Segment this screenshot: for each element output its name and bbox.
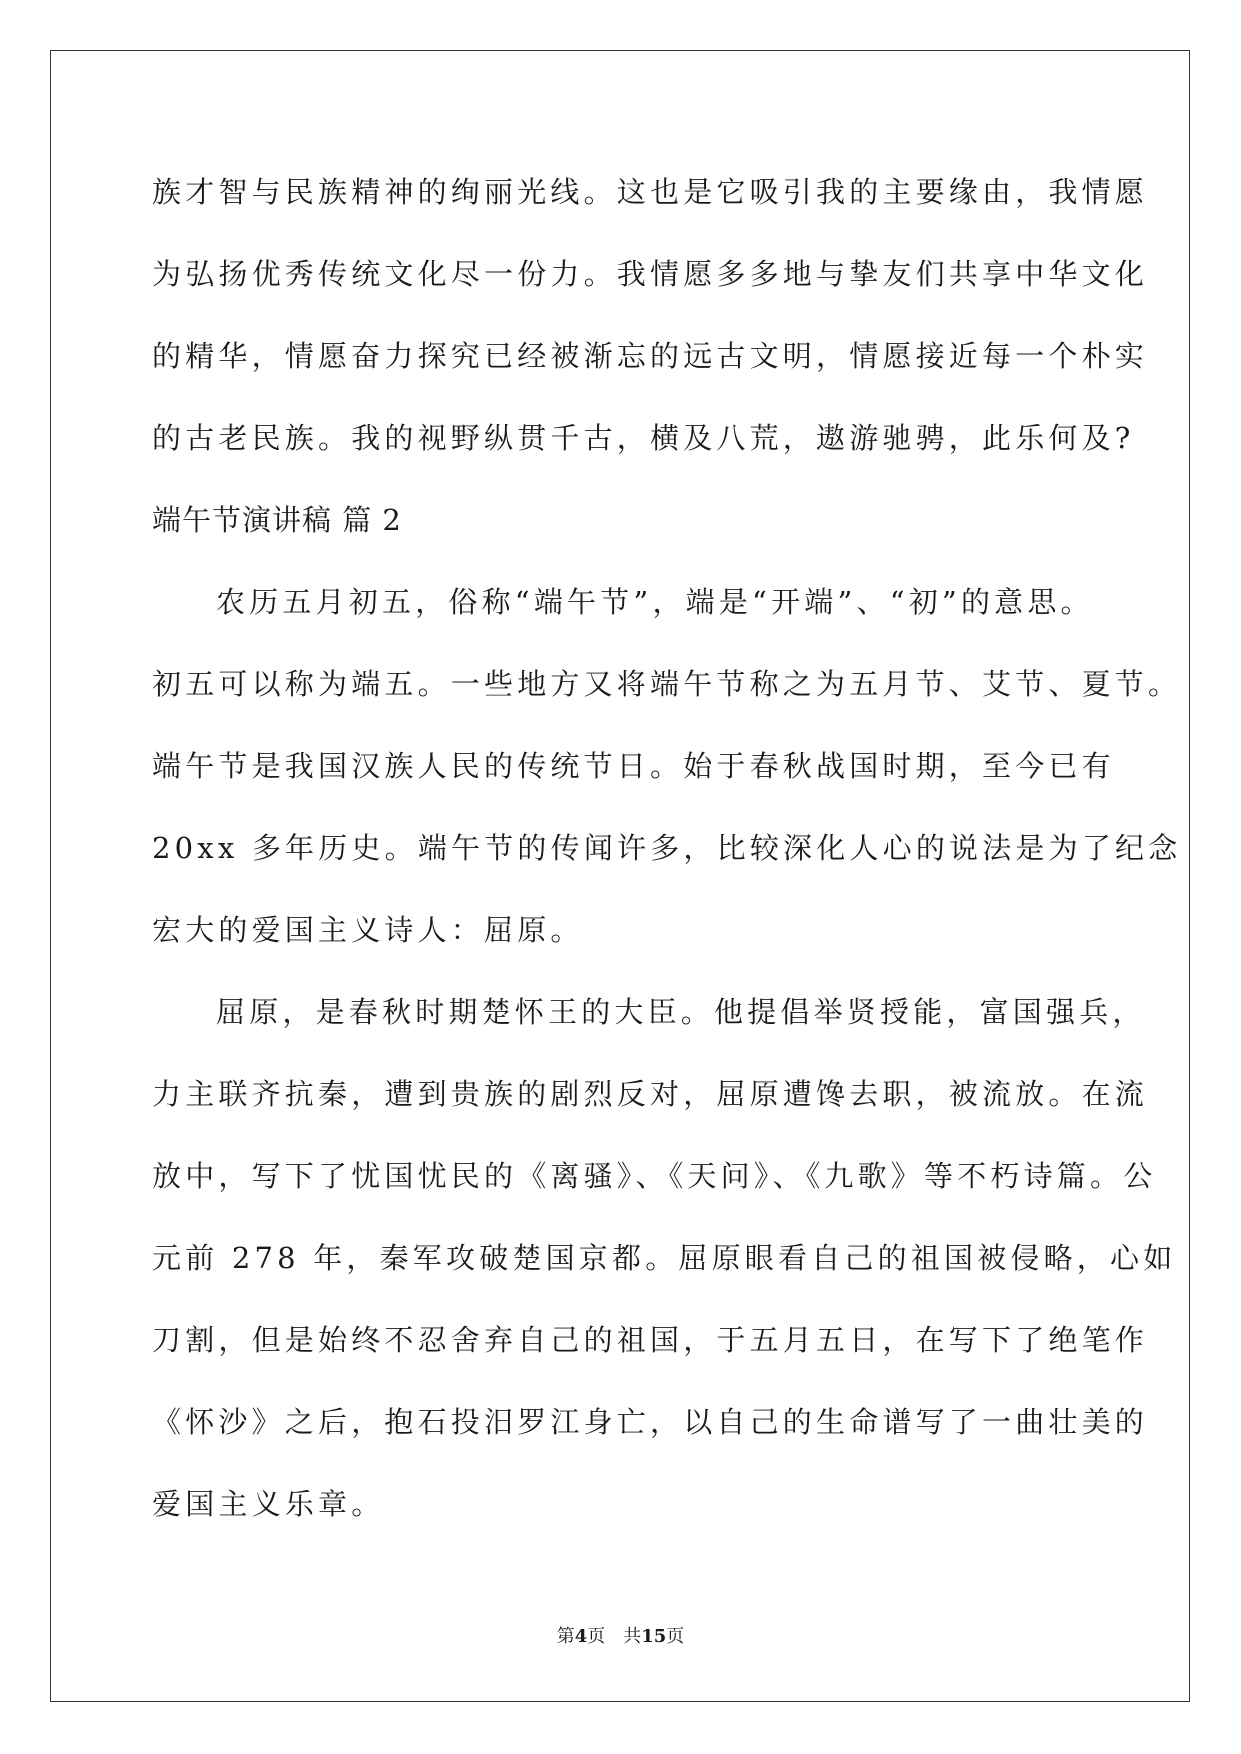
page-current: 4: [574, 1626, 588, 1647]
text-line: 为弘扬优秀传统文化尽一份力。我情愿多多地与挚友们共享中华文化: [152, 257, 1149, 291]
page-suffix: 页: [587, 1626, 606, 1647]
section-heading: 端午节演讲稿 篇 2: [152, 503, 402, 537]
page-footer: [0, 1625, 1241, 1649]
total-suffix: 页: [666, 1626, 685, 1647]
text-line: 爱国主义乐章。: [152, 1487, 385, 1521]
text-line: 《怀沙》之后，抱石投汨罗江身亡，以自己的生命谱写了一曲壮美的: [152, 1405, 1149, 1439]
text-line: 屈原，是春秋时期楚怀王的大臣。他提倡举贤授能，富国强兵，: [216, 995, 1146, 1029]
text-line: 的精华，情愿奋力探究已经被渐忘的远古文明，情愿接近每一个朴实: [152, 339, 1149, 373]
page-total: 15: [641, 1626, 667, 1647]
document-body: [152, 162, 1182, 1556]
text-line: 力主联齐抗秦，遭到贵族的剧烈反对，屈原遭馋去职，被流放。在流: [152, 1077, 1149, 1111]
text-line: 的古老民族。我的视野纵贯千古，横及八荒，遨游驰骋，此乐何及?: [152, 421, 1135, 455]
text-line: 20xx 多年历史。端午节的传闻许多，比较深化人心的说法是为了纪念: [152, 831, 1182, 865]
text-line: 端午节是我国汉族人民的传统节日。始于春秋战国时期，至今已有: [152, 749, 1115, 783]
text-line: 农历五月初五，俗称“端午节”，端是“开端”、“初”的意思。: [216, 585, 1094, 619]
total-prefix: 共: [623, 1626, 642, 1647]
text-line: 元前 278 年，秦军攻破楚国京都。屈原眼看自己的祖国被侵略，心如: [152, 1241, 1177, 1275]
page-prefix: 第: [556, 1626, 575, 1647]
text-line: 刀割，但是始终不忍舍弃自己的祖国，于五月五日，在写下了绝笔作: [152, 1323, 1149, 1357]
text-line: 初五可以称为端五。一些地方又将端午节称之为五月节、艾节、夏节。: [152, 667, 1182, 701]
text-line: 放中，写下了忧国忧民的《离骚》、《天问》、《九歌》等不朽诗篇。公: [152, 1159, 1157, 1193]
text-line: 宏大的爱国主义诗人：屈原。: [152, 913, 584, 947]
text-line: 族才智与民族精神的绚丽光线。这也是它吸引我的主要缘由，我情愿: [152, 175, 1149, 209]
